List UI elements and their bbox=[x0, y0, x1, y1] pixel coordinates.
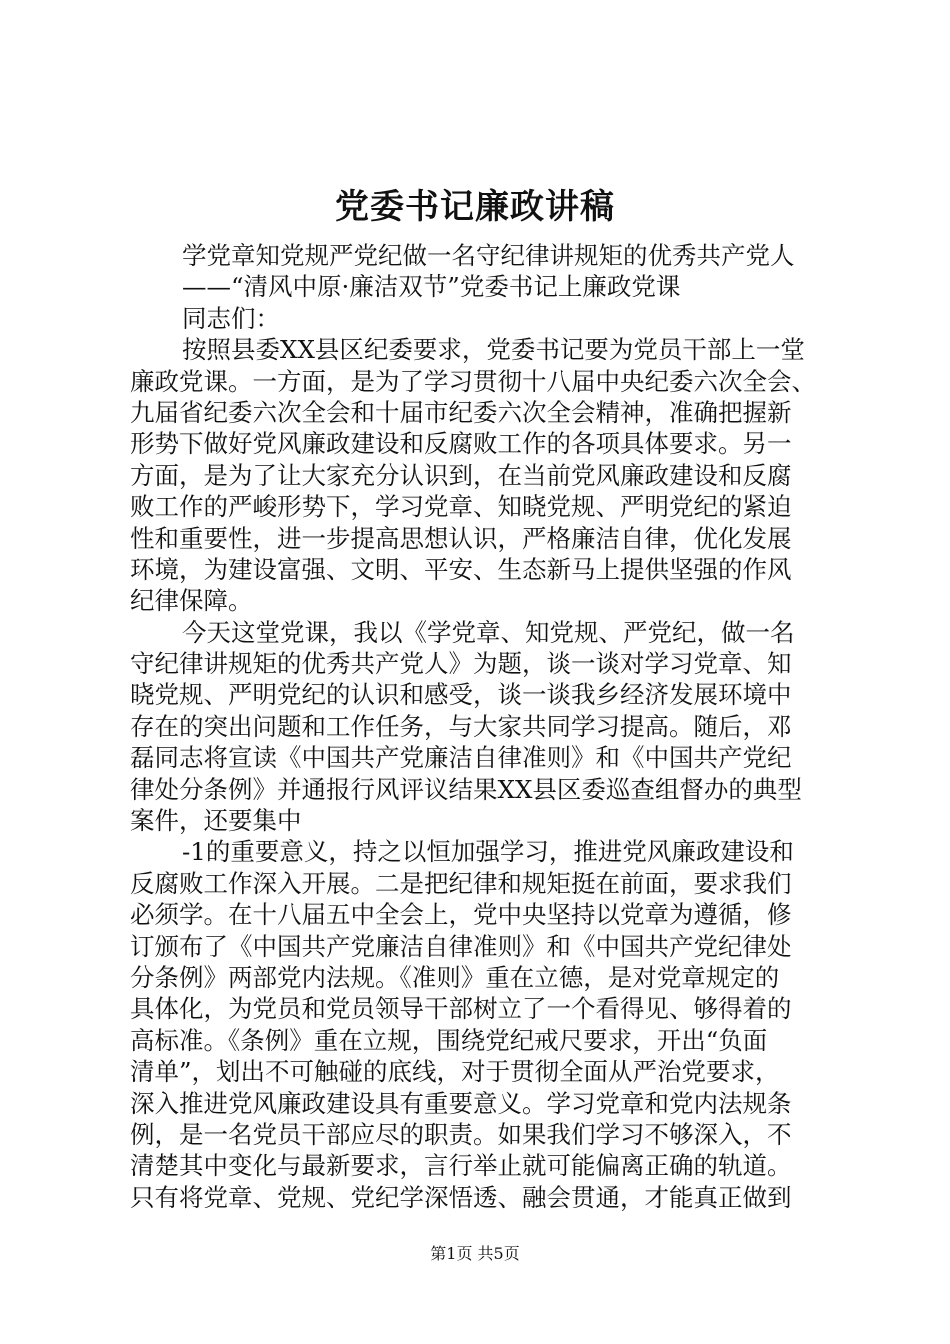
body-line: 性和重要性，进一步提高思想认识，严格廉洁自律，优化发展 bbox=[130, 523, 792, 553]
body-line: 今天这堂党课，我以《学党章、知党规、严党纪，做一名 bbox=[182, 617, 795, 647]
body-line: 必须学。在十八届五中全会上，党中央坚持以党章为遵循，修 bbox=[130, 900, 792, 930]
body-line: 清单”，划出不可触碰的底线，对于贯彻全面从严治党要求， bbox=[130, 1057, 780, 1087]
body-line: 方面，是为了让大家充分认识到，在当前党风廉政建设和反腐 bbox=[130, 460, 792, 490]
body-line: 守纪律讲规矩的优秀共产党人》为题，谈一谈对学习党章、知 bbox=[130, 649, 792, 679]
body-line: 环境，为建设富强、文明、平安、生态新马上提供坚强的作风 bbox=[130, 554, 792, 584]
body-line: 学党章知党规严党纪做一名守纪律讲规矩的优秀共产党人 bbox=[182, 241, 795, 270]
body-line: 同志们： bbox=[182, 303, 280, 333]
body-line: 廉政党课。一方面，是为了学习贯彻十八届中央纪委六次全会、 bbox=[130, 366, 816, 396]
body-line: 具体化，为党员和党员领导干部树立了一个看得见、够得着的 bbox=[130, 994, 792, 1024]
body-line: 磊同志将宣读《中国共产党廉洁自律准则》和《中国共产党纪 bbox=[130, 743, 792, 773]
body-line: 只有将党章、党规、党纪学深悟透、融会贯通，才能真正做到 bbox=[130, 1182, 792, 1212]
document-body bbox=[130, 240, 830, 1213]
body-line: 订颁布了《中国共产党廉洁自律准则》和《中国共产党纪律处 bbox=[130, 931, 792, 961]
body-line: 九届省纪委六次全会和十届市纪委六次全会精神，准确把握新 bbox=[130, 397, 792, 427]
body-line: 纪律保障。 bbox=[130, 586, 253, 616]
body-line: 高标准。《条例》重在立规，围绕党纪戒尺要求，开出“负面 bbox=[130, 1025, 768, 1055]
body-line: 深入推进党风廉政建设具有重要意义。学习党章和党内法规条 bbox=[130, 1088, 792, 1118]
body-line: ——“清风中原·廉洁双节”党委书记上廉政党课 bbox=[182, 272, 681, 302]
body-line: 反腐败工作深入开展。二是把纪律和规矩挺在前面，要求我们 bbox=[130, 868, 792, 898]
body-line: 存在的突出问题和工作任务，与大家共同学习提高。随后，邓 bbox=[130, 711, 792, 741]
body-line: 例，是一名党员干部应尽的职责。如果我们学习不够深入，不 bbox=[130, 1119, 792, 1149]
body-line: 清楚其中变化与最新要求，言行举止就可能偏离正确的轨道。 bbox=[130, 1151, 792, 1181]
body-line: 分条例》两部党内法规。《准则》重在立德，是对党章规定的 bbox=[130, 962, 780, 992]
body-line: 案件，还要集中 bbox=[130, 806, 302, 836]
body-line: 形势下做好党风廉政建设和反腐败工作的各项具体要求。另一 bbox=[130, 429, 792, 459]
document-title: 党委书记廉政讲稿 bbox=[335, 187, 615, 227]
body-line: 晓党规、严明党纪的认识和感受，谈一谈我乡经济发展环境中 bbox=[130, 680, 792, 710]
page-indicator: 第1页 共5页 bbox=[430, 1244, 520, 1263]
body-line: 败工作的严峻形势下，学习党章、知晓党规、严明党纪的紧迫 bbox=[130, 492, 792, 522]
body-line: -1的重要意义，持之以恒加强学习，推进党风廉政建设和 bbox=[182, 837, 794, 867]
body-line: 按照县委XX县区纪委要求，党委书记要为党员干部上一堂 bbox=[182, 335, 805, 365]
body-line: 律处分条例》并通报行风评议结果XX县区委巡查组督办的典型 bbox=[130, 774, 802, 804]
